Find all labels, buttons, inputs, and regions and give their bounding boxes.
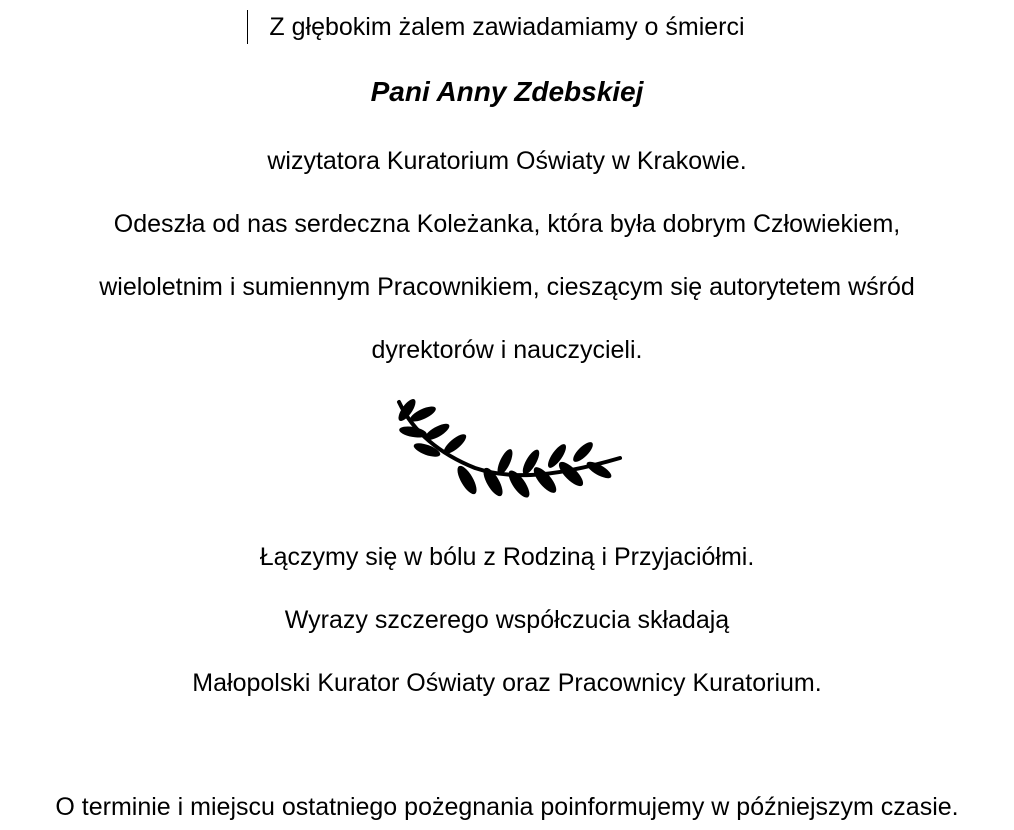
deceased-role: wizytatora Kuratorium Oświaty w Krakowie. — [267, 147, 747, 175]
tribute-line-1: Odeszła od nas serdeczna Koleżanka, która była dobrym Człowiekiem, — [113, 210, 901, 238]
laurel-branch-icon — [385, 392, 625, 510]
deceased-name: Pani Anny Zdebskiej — [370, 76, 644, 107]
footer-note: O terminie i miejscu ostatniego pożegnania poinformujemy w późniejszym czasie. — [55, 793, 959, 821]
condolence-line-2: Wyrazy szczerego współczucia składają — [284, 606, 730, 634]
opening-line: Z głębokim żalem zawiadamiamy o śmierci — [269, 13, 745, 41]
condolence-line-1: Łączymy się w bólu z Rodziną i Przyjaciółmi. — [259, 543, 755, 571]
tribute-line-3: dyrektorów i nauczycieli. — [371, 336, 643, 364]
signatories: Małopolski Kurator Oświaty oraz Pracownicy Kuratorium. — [192, 669, 822, 697]
tribute-line-2: wieloletnim i sumiennym Pracownikiem, cieszącym się autorytetem wśród — [99, 273, 915, 301]
